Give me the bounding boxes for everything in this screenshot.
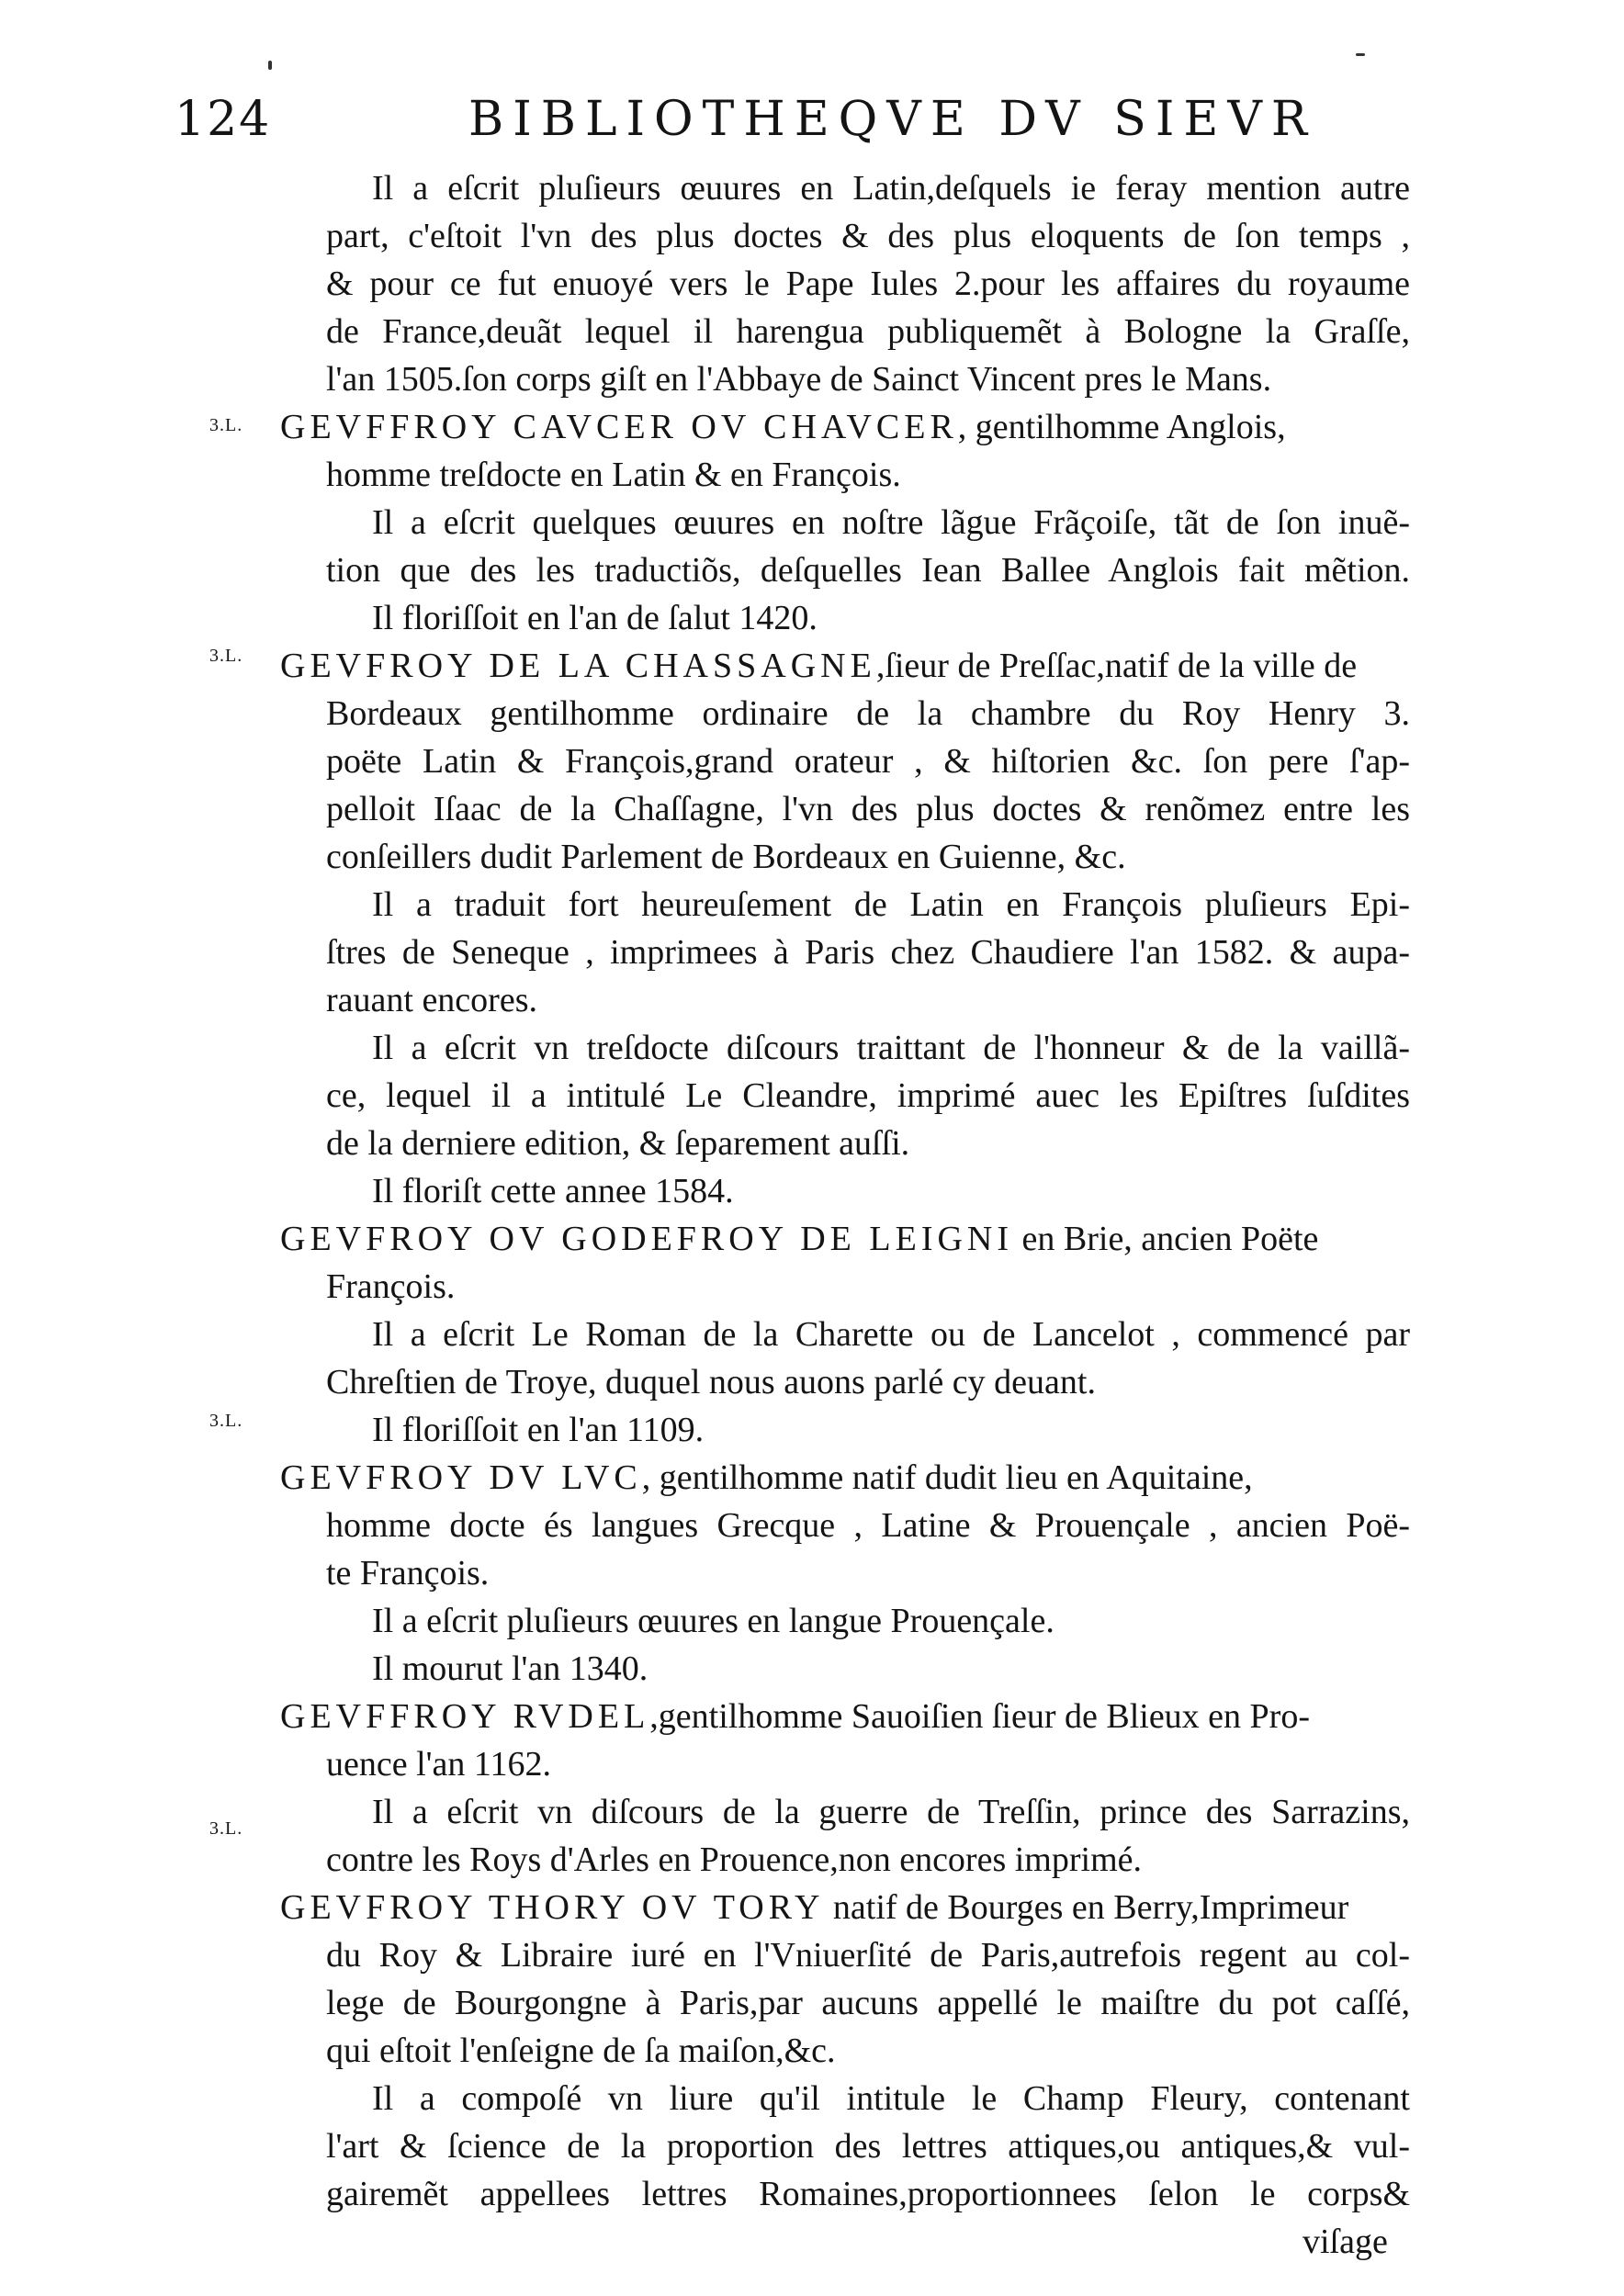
text-line: Il a eſcrit vn diſcours de la guerre de Treſſin, prince des Sarrazins,	[372, 1793, 1410, 1831]
text-line: Il a eſcrit pluſieurs œuures en langue Prouençale.	[372, 1602, 1054, 1640]
running-title: BIBLIOTHEQVE DV SIEVR	[468, 92, 1317, 147]
entry-heading-line	[280, 643, 1410, 689]
margin-note: 3.L.	[209, 1818, 243, 1839]
entry-description: , gentilhomme natif dudit lieu en Aquitaine,	[641, 1458, 1253, 1497]
text-line: l'art & ſcience de la proportion des lettres attiques,ou antiques,& vul-	[326, 2127, 1410, 2166]
ink-speck	[268, 61, 272, 70]
text-line: Bordeaux gentilhomme ordinaire de la chambre du Roy Henry 3.	[326, 694, 1410, 733]
text-line: Il floriſt cette annee 1584.	[372, 1172, 734, 1210]
text-line: contre les Roys d'Arles en Prouence,non encores imprimé.	[326, 1840, 1142, 1879]
text-line: Il a eſcrit vn treſdocte diſcours traittant de l'honneur & de la vaillã-	[372, 1029, 1410, 1067]
entry-name: GEVFROY DE LA CHASSAGNE	[280, 647, 876, 685]
text-line: Chreſtien de Troye, duquel nous auons parlé cy deuant.	[326, 1363, 1096, 1401]
margin-note: 3.L.	[209, 415, 243, 435]
text-line: te François.	[326, 1554, 490, 1593]
text-line: François.	[326, 1267, 456, 1306]
text-line: lege de Bourgongne à Paris,par aucuns appellé le maiſtre du pot caſſé,	[326, 1984, 1410, 2022]
entry-name: GEVFROY OV GODEFROY DE LEIGNI	[280, 1220, 1014, 1258]
text-line: de France,deuãt lequel il harengua publiquemẽt à Bologne la Graſſe,	[326, 312, 1410, 351]
entry-description: ,ſieur de Preſſac,natif de la ville de	[875, 647, 1358, 685]
entry-heading-line	[280, 404, 1410, 450]
text-line: de la derniere edition, & ſeparement auſſi.	[326, 1124, 910, 1163]
text-line: qui eſtoit l'enſeigne de ſa maiſon,&c.	[326, 2032, 836, 2070]
text-line: Il a eſcrit quelques œuures en noſtre lãgue Frãçoiſe, tãt de ſon inuẽ-	[372, 503, 1410, 542]
margin-note: 3.L.	[209, 1411, 243, 1431]
text-line: & pour ce fut enuoyé vers le Pape Iules 2.pour les affaires du royaume	[326, 264, 1410, 303]
catchword: viſage	[1303, 2223, 1388, 2261]
text-line: homme docte és langues Grecque , Latine & Prouençale , ancien Poë-	[326, 1506, 1410, 1545]
entry-name: GEVFFROY RVDEL	[280, 1697, 650, 1736]
text-line: poëte Latin & François,grand orateur , & hiſtorien &c. ſon pere ſ'ap-	[326, 742, 1410, 781]
page-header	[175, 92, 1424, 165]
entry-heading-line	[280, 1455, 1410, 1501]
text-line: tion que des les traductiõs, deſquelles Iean Ballee Anglois fait mẽtion.	[326, 551, 1410, 590]
text-line: conſeillers dudit Parlement de Bordeaux en Guienne, &c.	[326, 838, 1126, 876]
text-line: pelloit Iſaac de la Chaſſagne, l'vn des plus doctes & renõmez entre les	[326, 790, 1410, 828]
ink-speck	[1356, 53, 1365, 56]
text-line: uence l'an 1162.	[326, 1745, 551, 1784]
text-line: Il a traduit fort heureuſement de Latin en François pluſieurs Epi-	[372, 885, 1410, 924]
text-line: Il floriſſoit en l'an 1109.	[372, 1411, 705, 1449]
entry-description: ,gentilhomme Sauoiſien ſieur de Blieux en Pro-	[649, 1697, 1310, 1736]
entry-name: GEVFROY THORY OV TORY	[280, 1888, 825, 1927]
text-line: gairemẽt appellees lettres Romaines,proportionnees ſelon le corps&	[326, 2175, 1410, 2213]
text-line: Il a eſcrit pluſieurs œuures en Latin,deſquels ie feray mention autre	[372, 169, 1410, 208]
entry-heading-line	[280, 1885, 1410, 1930]
text-line: rauant encores.	[326, 981, 537, 1019]
entry-description: , gentilhomme Anglois,	[957, 408, 1286, 446]
text-line: Il mourut l'an 1340.	[372, 1649, 648, 1688]
margin-note: 3.L.	[209, 646, 243, 666]
entry-heading-line	[280, 1694, 1410, 1739]
text-line: ſtres de Seneque , imprimees à Paris chez Chaudiere l'an 1582. & aupa-	[326, 933, 1410, 972]
text-line: Il floriſſoit en l'an de ſalut 1420.	[372, 599, 818, 637]
text-line: l'an 1505.ſon corps giſt en l'Abbaye de Sainct Vincent pres le Mans.	[326, 360, 1272, 399]
text-line: du Roy & Libraire iuré en l'Vniuerſité de Paris,autrefois regent au col-	[326, 1936, 1410, 1975]
entry-name: GEVFROY DV LVC	[280, 1458, 642, 1497]
text-line: ce, lequel il a intitulé Le Cleandre, imprimé auec les Epiſtres ſuſdites	[326, 1076, 1410, 1115]
page-number: 124	[175, 92, 272, 147]
entry-description: en Brie, ancien Poëte	[1013, 1220, 1319, 1258]
text-line: homme treſdocte en Latin & en François.	[326, 456, 901, 494]
text-line: Il a eſcrit Le Roman de la Charette ou de Lancelot , commencé par	[372, 1315, 1410, 1354]
text-line: Il a compoſé vn liure qu'il intitule le Champ Fleury, contenant	[372, 2079, 1410, 2118]
entry-heading-line	[280, 1216, 1410, 1262]
text-line: part, c'eſtoit l'vn des plus doctes & des plus eloquents de ſon temps ,	[326, 217, 1410, 255]
entry-name: GEVFFROY CAVCER OV CHAVCER	[280, 408, 958, 446]
entry-description: natif de Bourges en Berry,Imprimeur	[824, 1888, 1349, 1927]
